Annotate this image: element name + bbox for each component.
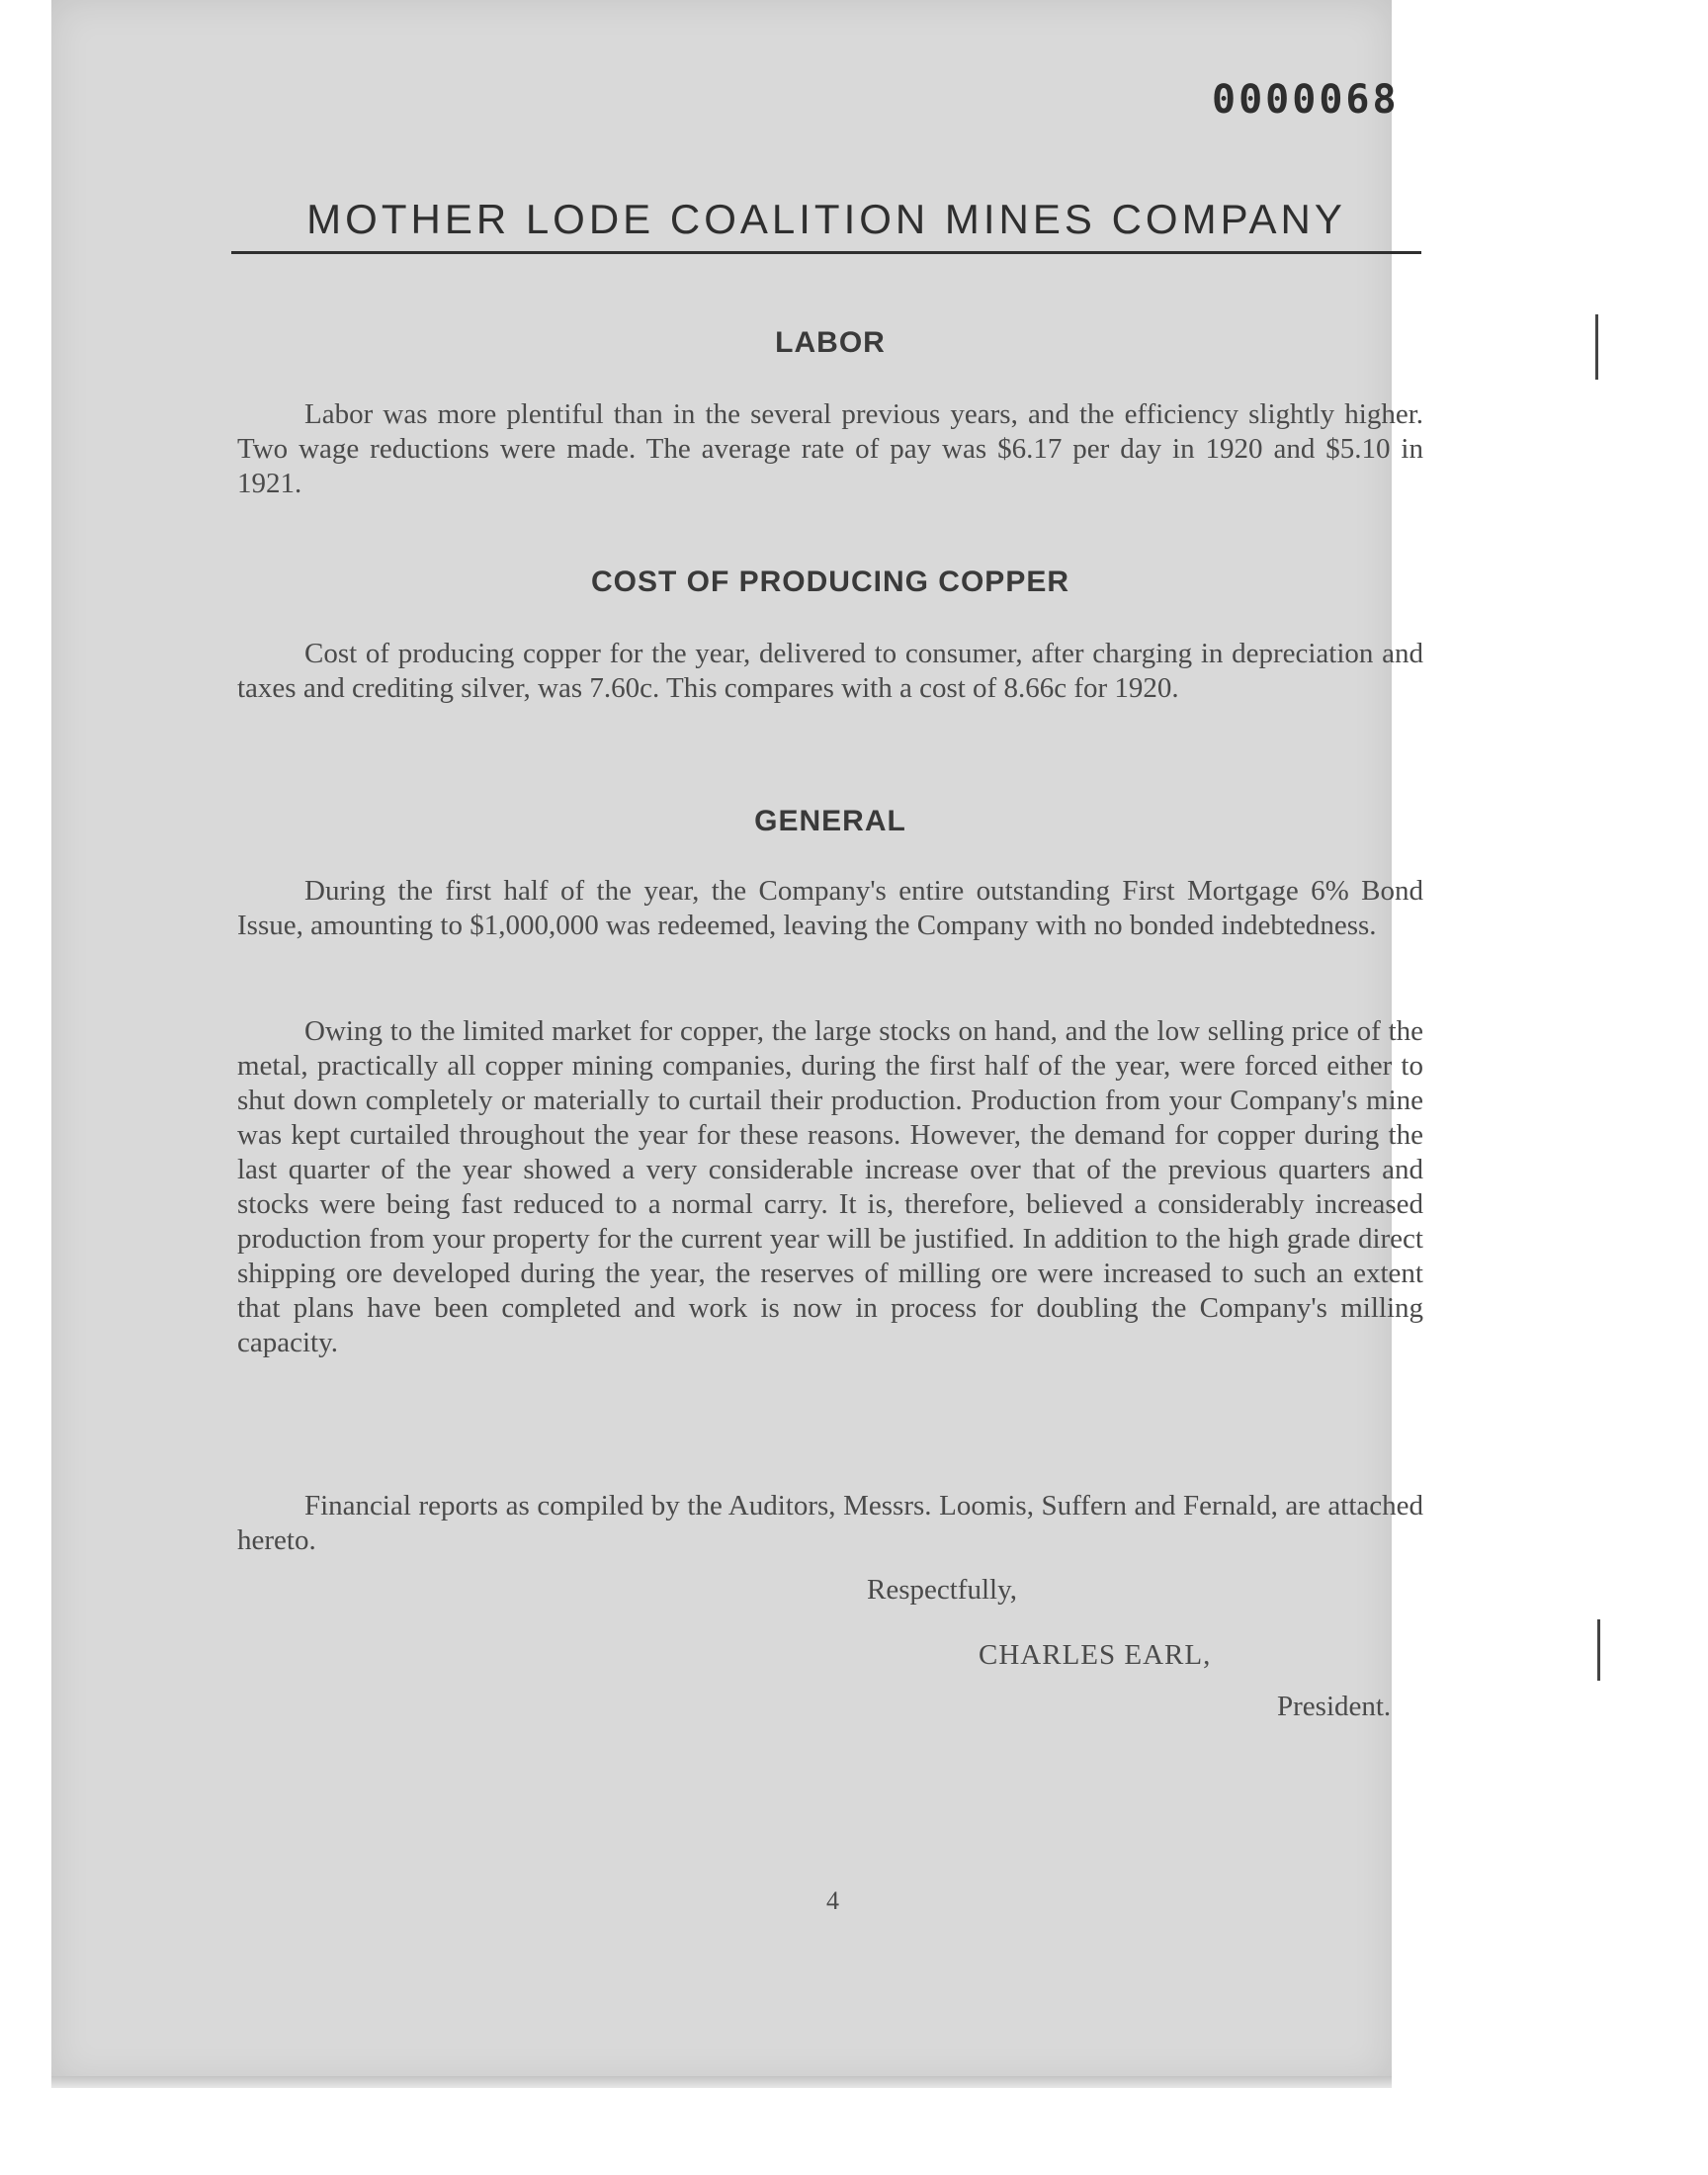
page-edge — [51, 2076, 1392, 2088]
company-title: MOTHER LODE COALITION MINES COMPANY — [306, 196, 1346, 242]
heading-labor: LABOR — [775, 326, 886, 359]
paragraph-cost: Cost of producing copper for the year, delivered to consumer, after charging in depreciation and taxes and crediting silver, was 7.60c. This compares with a cost of 8.66c for 1920. — [237, 638, 1423, 704]
paragraph-general-bonds: During the first half of the year, the Company's entire outstanding First Mortgage 6% Bond Issue, amounting to $1,000,000 was redeemed, leaving the Company with no bonded indebtedness. — [237, 875, 1423, 941]
paragraph-general-market: Owing to the limited market for copper, the large stocks on hand, and the low selling price of the metal, practically all copper mining companies, during the first half of the year, were forced either to shut down completely or materially to curtail their production. Production from your Company's mine was kept curtailed throughout the year for these reasons. However, the demand for copper during the last quarter of the year showed a very considerable increase over that of the previous quarters and stocks were being fast reduced to a normal carry. It is, therefore, believed a considerably increased production from your property for the current year will be justified. In addition to the high grade direct shipping ore developed during the year, the reserves of milling ore were increased to such an extent that plans have been completed and work is now in process for doubling the Company's milling capacity. — [237, 1015, 1423, 1358]
closing-salutation: Respectfully, — [867, 1574, 1017, 1606]
heading-general: GENERAL — [754, 805, 906, 837]
title-underline — [231, 251, 1421, 254]
margin-mark — [1597, 1619, 1600, 1681]
heading-cost: COST OF PRODUCING COPPER — [590, 566, 1070, 598]
margin-mark — [1595, 314, 1598, 380]
paragraph-general-reports: Financial reports as compiled by the Auditors, Messrs. Loomis, Suffern and Fernald, are attached hereto. — [237, 1490, 1423, 1556]
document-number: 0000068 — [1212, 77, 1400, 123]
signer-name: CHARLES EARL, — [979, 1639, 1212, 1671]
signer-title: President. — [1277, 1691, 1392, 1722]
page-number: 4 — [826, 1886, 839, 1915]
paragraph-labor: Labor was more plentiful than in the several previous years, and the efficiency slightly higher. Two wage reductions were made. The average rate of pay was $6.17 per day in 1920 and $5.10 in 1921. — [237, 398, 1423, 499]
